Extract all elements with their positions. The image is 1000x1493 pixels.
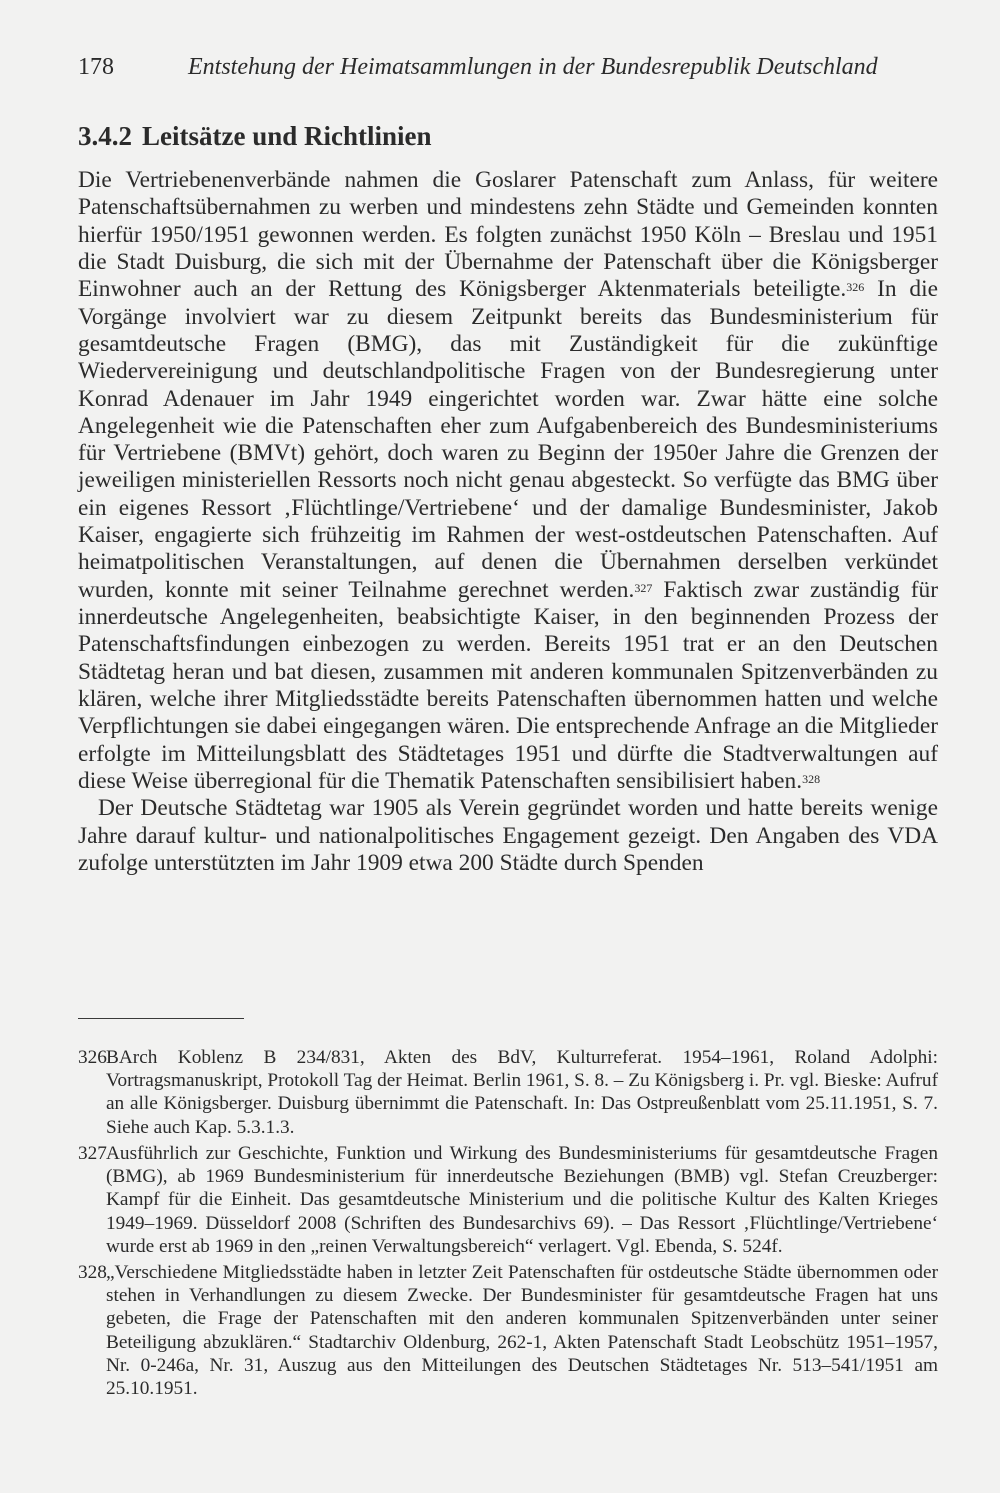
paragraph-1 [78,167,938,795]
footnote-divider [78,1018,244,1019]
running-title: Entstehung der Heimatsammlungen in der Bundesrepublik Deutschland [188,54,878,80]
running-head [78,50,938,84]
footnote-text: „Verschiedene Mitgliedsstädte haben in letzter Zeit Patenschaften für ostdeutsche Städte übernommen oder stehen in Verhandlungen zu diesem Zwecke. Der Bundesminister für gesamtdeutsche Fragen hat uns gebeten, die Frage der Patenschaften mit den anderen kommunalen Spitzenverbänden unter seiner Beteiligung abzuklären.“ Stadtarchiv Oldenburg, 262-1, Akten Patenschaft Stadt Leobschütz 1951–1957, Nr. 0-246a, Nr. 31, Auszug aus den Mitteilungen des Deutschen Städtetages Nr. 513–541/1951 am 25.10.1951. [106,1261,938,1400]
paragraph-1-segment-1: Die Vertriebenenverbände nahmen die Goslarer Patenschaft zum Anlass, für weitere Patenschaftsübernahmen zu werben und mindestens zehn Städte und Gemeinden konnten hierfür 1950/1951 gewonnen werden. Es folgten zunächst 1950 Köln – Breslau und 1951 die Stadt Duisburg, die sich mit der Übernahme der Patenschaft über die Königsberger Einwohner auch an der Rettung des Königsberger Aktenmaterials beteiligte. [78,167,938,303]
paragraph-1-segment-3: Faktisch zwar zuständig für innerdeutsche Angelegenheiten, beabsichtigte Kaiser, in den beginnenden Prozess der Patenschaftsfindungen einbezogen zu werden. Bereits 1951 trat er an den Deutschen Städtetag heran und bat diesen, zusammen mit anderen kommunalen Spitzenverbänden zu klären, welche ihrer Mitgliedsstädte bereits Patenschaften übernommen hatten und welche Verpflichtungen sie dabei eingegangen wären. Die entsprechende Anfrage an die Mitglieder erfolgte im Mitteilungsblatt des Städtetages 1951 und dürfte die Stadtverwaltungen auf diese Weise überregional für die Thematik Patenschaften sensibilisiert haben. [78,576,938,794]
paragraph-1-segment-2: In die Vorgänge involviert war zu diesem Zeitpunkt bereits das Bundesministerium für gesamtdeutsche Fragen (BMG), das mit Zuständigkeit für die zukünftige Wiedervereinigung und deutschlandpolitische Fragen von der Bundesregierung unter Konrad Adenauer im Jahr 1949 eingerichtet worden war. Zwar hätte eine solche Angelegenheit wie die Patenschaften eher zum Aufgabenbereich des Bundesministeriums für Vertriebene (BMVt) gehört, doch waren zu Beginn der 1950er Jahre die Grenzen der jeweiligen ministeriellen Ressorts noch nicht genau abgesteckt. So verfügte das BMG über ein eigenes Ressort ‚Flüchtlinge/Vertriebene‘ und der damalige Bundesminister, Jakob Kaiser, engagierte sich frühzeitig im Rahmen der west-ostdeutschen Patenschaften. Auf heimatpolitischen Veranstaltungen, auf denen die Übernahmen derselben verkündet wurden, konnte mit seiner Teilnahme gerechnet werden. [78,276,938,603]
footnote-328 [78,1261,938,1400]
footnote-text: Ausführlich zur Geschichte, Funktion und Wirkung des Bundesministeriums für gesamtdeutsche Fragen (BMG), ab 1969 Bundesministerium für innerdeutsche Beziehungen (BMB) vgl. Stefan Creuzberger: Kampf für die Einheit. Das gesamtdeutsche Ministerium und die politische Kultur des Kalten Krieges 1949–1969. Düsseldorf 2008 (Schriften des Bundesarchivs 69). – Das Ressort ‚Flüchtlinge/Vertriebene‘ wurde erst ab 1969 in den „reinen Verwaltungsbereich“ verlagert. Vgl. Ebenda, S. 524f. [106,1142,938,1257]
page-number: 178 [78,54,114,80]
footnote-ref-327[interactable]: 327 [634,580,653,595]
footnotes [78,1046,938,1403]
footnote-number: 327 [78,1142,107,1164]
footnote-326 [78,1046,938,1139]
section-title: Leitsätze und Richtlinien [142,121,432,151]
footnote-ref-328[interactable]: 328 [802,771,821,786]
footnote-text: BArch Koblenz B 234/831, Akten des BdV, Kulturreferat. 1954–1961, Roland Adolphi: Vortragsmanuskript, Protokoll Tag der Heimat. Berlin 1961, S. 8. – Zu Königsberg i. Pr. vgl. Bieske: Aufruf an alle Königsberger. Duisburg übernimmt die Patenschaft. In: Das Ostpreußenblatt vom 25.11.1951, S. 7. Siehe auch Kap. 5.3.1.3. [106,1047,938,1138]
footnote-number: 326 [78,1047,107,1068]
paragraph-2: Der Deutsche Städtetag war 1905 als Verein gegründet worden und hatte bereits wenige Jahre darauf kultur- und nationalpolitisches Engagement gezeigt. Den Angaben des VDA zufolge unterstützten im Jahr 1909 etwa 200 Städte durch Spenden [78,795,938,876]
footnote-ref-326[interactable]: 326 [846,280,865,295]
section-number: 3.4.2 [78,121,132,151]
section-heading [78,118,432,154]
footnote-number: 328 [78,1261,107,1283]
footnote-327 [78,1142,938,1258]
body-text [78,167,938,877]
